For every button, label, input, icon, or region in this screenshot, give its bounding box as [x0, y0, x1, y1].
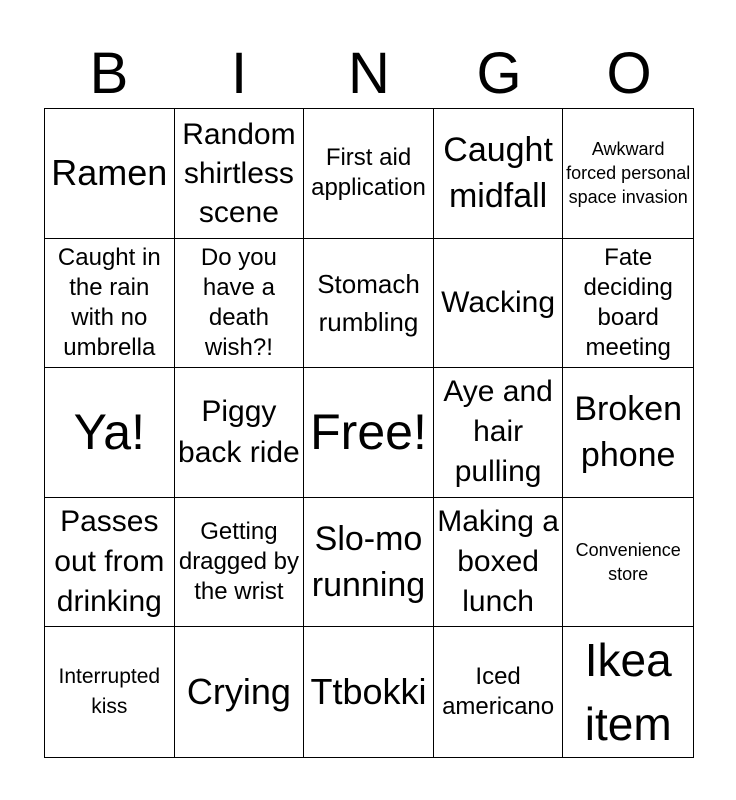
cell-label: First aid application — [311, 144, 426, 202]
cell-label: Crying — [186, 671, 291, 713]
bingo-cell[interactable] — [304, 239, 434, 369]
cell-label: Slo-mo running — [311, 520, 426, 605]
bingo-cell[interactable] — [434, 627, 564, 757]
bingo-cell[interactable] — [563, 109, 693, 239]
cell-label: Convenience store — [575, 540, 681, 585]
bingo-cell[interactable] — [434, 109, 564, 239]
cell-label: Interrupted kiss — [58, 665, 161, 719]
cell-label: Do you have a death wish?! — [200, 243, 277, 361]
cell-label: Iced americano — [442, 663, 555, 721]
cell-label: Broken phone — [574, 390, 683, 475]
bingo-cell[interactable] — [45, 109, 175, 239]
bingo-cell[interactable] — [434, 498, 564, 628]
cell-label: Ttbokki — [310, 671, 427, 713]
bingo-board — [44, 108, 694, 758]
bingo-cell[interactable] — [175, 368, 305, 498]
cell-label: Caught midfall — [443, 131, 553, 216]
cell-label: Ya! — [73, 404, 145, 461]
cell-label: Getting dragged by the wrist — [178, 518, 299, 606]
cell-label: Fate deciding board meeting — [583, 243, 673, 361]
bingo-cell[interactable] — [304, 109, 434, 239]
bingo-cell[interactable] — [45, 498, 175, 628]
cell-label: Ikea item — [584, 634, 672, 751]
cell-label: Wacking — [441, 285, 556, 319]
bingo-cell[interactable] — [563, 498, 693, 628]
header-letter-o: O — [606, 41, 652, 106]
bingo-cell[interactable] — [45, 368, 175, 498]
bingo-cell[interactable] — [563, 239, 693, 369]
bingo-cell[interactable] — [304, 368, 434, 498]
bingo-cell[interactable] — [45, 627, 175, 757]
cell-label: Making a boxed lunch — [437, 505, 559, 619]
cell-label: Ramen — [51, 152, 168, 194]
bingo-header — [44, 40, 694, 108]
bingo-cell[interactable] — [563, 368, 693, 498]
cell-label: Passes out from drinking — [54, 505, 165, 619]
bingo-cell[interactable] — [434, 368, 564, 498]
header-letter-i: I — [230, 41, 248, 106]
cell-label: Aye and hair pulling — [443, 375, 553, 489]
bingo-cell[interactable] — [304, 498, 434, 628]
bingo-cell[interactable] — [563, 627, 693, 757]
bingo-cell[interactable] — [45, 239, 175, 369]
header-letter-b: B — [89, 41, 129, 106]
cell-label: Awkward forced personal space invasion — [566, 139, 691, 208]
bingo-cell[interactable] — [434, 239, 564, 369]
cell-label: Random shirtless scene — [182, 117, 296, 229]
cell-label: Stomach rumbling — [317, 268, 420, 337]
bingo-cell[interactable] — [175, 239, 305, 369]
bingo-cell[interactable] — [175, 498, 305, 628]
cell-label: Free! — [310, 404, 427, 461]
header-letter-n: N — [348, 41, 390, 106]
bingo-cell[interactable] — [304, 627, 434, 757]
cell-label: Piggy back ride — [178, 395, 300, 470]
bingo-cell[interactable] — [175, 109, 305, 239]
bingo-cell[interactable] — [175, 627, 305, 757]
cell-label: Caught in the rain with no umbrella — [57, 243, 161, 361]
header-letter-g: G — [476, 41, 522, 106]
